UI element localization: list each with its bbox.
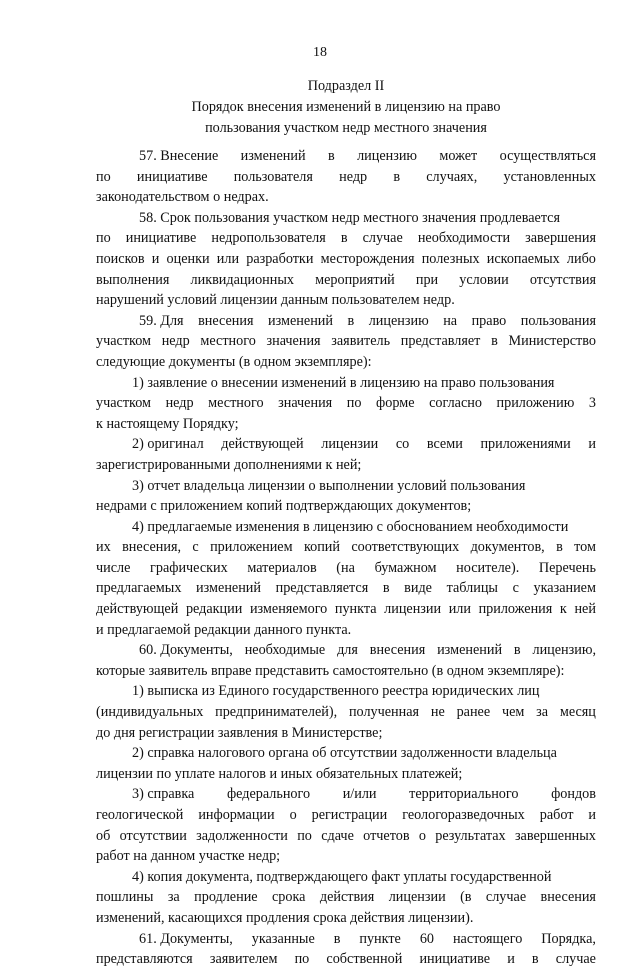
text-line — [96, 249, 596, 270]
word: продление — [194, 889, 258, 906]
word: осуществляться — [499, 148, 596, 164]
word: геологической — [96, 807, 184, 823]
word: изменений — [437, 642, 503, 659]
word: ранее — [456, 704, 491, 721]
word: за — [536, 704, 549, 721]
word: не — [430, 704, 445, 721]
word: федерального — [226, 786, 311, 803]
text-line — [96, 311, 596, 332]
word: (индивидуальных — [96, 704, 204, 721]
word: местного — [208, 395, 264, 412]
word: чем — [501, 704, 525, 721]
word: и — [151, 250, 160, 267]
word: завершения — [525, 230, 596, 247]
word: случае — [485, 889, 527, 906]
text-line — [96, 743, 596, 764]
word: указанием — [533, 580, 596, 597]
word: 4) предлагаемые изменения в лицензию с обоснованием необходимости — [132, 518, 569, 535]
word: Порядка, — [541, 930, 596, 947]
word: лицензии — [388, 889, 446, 906]
word: оценки — [166, 250, 210, 267]
word: условии — [459, 271, 509, 288]
page-number: 18 — [313, 45, 327, 60]
word: предпринимателей), — [215, 704, 338, 721]
word: о — [418, 827, 426, 844]
word: соответствующих — [351, 539, 460, 556]
word: недр — [161, 333, 190, 350]
word: и — [507, 951, 515, 968]
word: отчетов — [363, 827, 410, 844]
text-line — [96, 434, 596, 455]
word: представляется — [275, 580, 369, 597]
word: случаях, — [426, 168, 478, 185]
word: для — [337, 642, 358, 659]
word: месяц — [559, 704, 596, 721]
word: работ — [539, 807, 574, 823]
text-line — [96, 146, 596, 167]
word: внесения, — [122, 539, 182, 556]
text-line — [96, 167, 596, 188]
word: по — [96, 230, 111, 247]
word: с — [512, 580, 519, 597]
word: и — [588, 807, 596, 823]
word: и — [588, 436, 596, 453]
word: 2) оригинал — [132, 436, 204, 453]
word: или — [216, 250, 240, 267]
word: (в — [460, 889, 472, 906]
word: пункте — [359, 930, 401, 947]
word: инициативе — [136, 168, 208, 185]
word: редакции — [185, 601, 243, 618]
text-line — [96, 929, 596, 950]
word: 1) выписка из Единого государственного реестра юридических лиц — [132, 683, 540, 700]
word: поисков — [96, 250, 145, 267]
word: право — [471, 312, 507, 329]
word: изменений — [196, 580, 261, 597]
word: установленных — [503, 168, 596, 185]
line-text: следующие документы (в одном экземпляре): — [96, 353, 372, 370]
word: форме — [376, 395, 415, 412]
word: в — [347, 312, 355, 329]
word: в — [327, 148, 335, 164]
line-text: лицензии по уплате налогов и иных обязательных платежей; — [96, 765, 463, 782]
word: действующей — [221, 436, 304, 453]
word: пользователя — [233, 168, 313, 185]
document-body — [96, 146, 596, 970]
word: регистрации — [311, 807, 388, 823]
word: по — [346, 395, 362, 412]
text-line — [96, 290, 596, 311]
word: по — [294, 951, 310, 968]
word: том — [574, 539, 596, 556]
word: представляет — [400, 333, 481, 350]
line-text: до дня регистрации заявления в Министерстве; — [96, 724, 383, 741]
text-line — [96, 208, 596, 229]
word: настоящего — [452, 930, 523, 947]
word: Министерство — [508, 333, 596, 350]
word: мероприятий — [315, 271, 395, 288]
word: представляются — [96, 951, 193, 968]
word: 59. Для — [139, 312, 184, 329]
word: при — [415, 271, 439, 288]
text-line — [96, 393, 596, 414]
word: таблицы — [446, 580, 498, 597]
word: ней — [574, 601, 596, 618]
subsection-label: Подраздел II — [307, 78, 385, 94]
word: об — [96, 827, 111, 844]
word: носителе). — [456, 559, 520, 576]
line-text: изменений, касающихся продления срока действия лицензии). — [96, 909, 474, 926]
word: изменений — [268, 312, 333, 329]
text-line — [96, 352, 596, 373]
word: 58. Срок пользования участком недр местного значения продлевается — [139, 209, 561, 226]
word: пошлины — [96, 889, 154, 906]
word: их — [96, 539, 111, 556]
word: 60 — [419, 930, 434, 947]
word: 1) заявление о внесении изменений в лицензию на право пользования — [132, 374, 555, 391]
subsection-title-line-2: пользования участком недр местного значения — [205, 120, 487, 136]
text-line — [96, 784, 596, 805]
word: 3) отчет владельца лицензии о выполнении условий пользования — [132, 477, 526, 494]
word: участком — [96, 395, 151, 412]
word: 4) копия документа, подтверждающего факт уплаты государственной — [132, 868, 552, 885]
word: внесения — [198, 312, 254, 329]
word: случае — [555, 951, 596, 968]
word: лицензию, — [532, 642, 596, 659]
word: 57. Внесение — [139, 148, 219, 164]
word: местного — [200, 333, 256, 350]
word: геологоразведочных — [402, 807, 525, 823]
word: приложения — [478, 601, 553, 618]
word: в — [333, 930, 341, 947]
word: месторождения — [320, 250, 415, 267]
text-line — [96, 764, 596, 785]
text-line — [96, 846, 596, 867]
text-line — [96, 537, 596, 558]
word: о — [289, 807, 297, 823]
word: полезных — [421, 250, 480, 267]
line-text: которые заявитель вправе представить самостоятельно (в одном экземпляре): — [96, 662, 565, 679]
word: результатах — [435, 827, 506, 844]
word: лицензии — [321, 436, 379, 453]
word: к — [559, 601, 567, 618]
line-text: и предлагаемой редакции данного пункта. — [96, 621, 352, 638]
word: необходимости — [417, 230, 511, 247]
word: недропользователя — [211, 230, 326, 247]
word: инициативе — [125, 230, 197, 247]
text-line — [96, 949, 596, 970]
word: Перечень — [538, 559, 596, 576]
word: инициативе — [419, 951, 491, 968]
text-line — [96, 826, 596, 847]
text-line — [96, 517, 596, 538]
word: ископаемых — [486, 250, 560, 267]
word: действующей — [96, 601, 179, 618]
line-text: нарушений условий лицензии данным пользователем недр. — [96, 292, 455, 309]
text-line — [96, 723, 596, 744]
word: документов, — [470, 539, 545, 556]
word: срока — [272, 889, 306, 906]
word: или — [448, 601, 471, 618]
line-text: зарегистрированными дополнениями к ней; — [96, 456, 362, 473]
word: в — [513, 642, 521, 659]
word: в — [531, 951, 539, 968]
word: виде — [404, 580, 432, 597]
word: заявитель — [331, 333, 391, 350]
word: внесения — [369, 642, 426, 659]
word: полученная — [348, 704, 420, 721]
word: отсутствии — [119, 827, 187, 844]
word: за — [167, 889, 180, 906]
line-text: законодательством о недрах. — [96, 189, 269, 206]
subsection-title-line-1: Порядок внесения изменений в лицензию на право — [191, 99, 501, 115]
text-line — [96, 640, 596, 661]
word: случае — [362, 230, 403, 247]
word: всеми — [426, 436, 463, 453]
line-text: работ на данном участке недр; — [96, 848, 281, 865]
word: действия — [319, 889, 375, 906]
word: (на — [336, 559, 355, 576]
text-line — [96, 228, 596, 249]
text-line — [96, 373, 596, 394]
word: лицензию — [368, 312, 429, 329]
text-line — [96, 476, 596, 497]
word: изменяемого — [249, 601, 328, 618]
word: внесения — [540, 889, 596, 906]
word: копий — [303, 539, 340, 556]
word: 3 — [588, 395, 596, 412]
word: по — [297, 827, 312, 844]
word: информации — [198, 807, 275, 823]
word: может — [439, 148, 478, 164]
word: со — [395, 436, 410, 453]
word: пользования — [520, 312, 596, 329]
text-line — [96, 578, 596, 599]
word: значения — [266, 333, 321, 350]
line-text: к настоящему Порядку; — [96, 415, 239, 432]
word: пункта — [334, 601, 377, 618]
word: 61. Документы, — [139, 930, 233, 947]
word: графических — [150, 559, 228, 576]
word: участком — [96, 333, 151, 350]
word: лицензии — [384, 601, 442, 618]
word: в — [340, 230, 348, 247]
text-line — [96, 661, 596, 682]
word: с — [192, 539, 199, 556]
word: 60. Документы, — [139, 642, 233, 659]
word: собственной — [326, 951, 403, 968]
text-line — [96, 681, 596, 702]
word: фондов — [551, 786, 596, 803]
word: значения — [278, 395, 333, 412]
text-line — [96, 620, 596, 641]
word: завершенных — [514, 827, 596, 844]
word: числе — [96, 559, 131, 576]
word: задолженности — [196, 827, 288, 844]
word: недр — [339, 168, 368, 185]
word: заявителем — [209, 951, 278, 968]
text-line — [96, 558, 596, 579]
text-line — [96, 455, 596, 476]
word: изменений — [240, 148, 306, 164]
word: территориального — [409, 786, 519, 803]
word: 3) справка — [132, 786, 195, 803]
text-line — [96, 867, 596, 888]
word: отсутствия — [529, 271, 596, 288]
word: ликвидационных — [190, 271, 294, 288]
text-line — [96, 270, 596, 291]
word: приложению — [496, 395, 575, 412]
text-line — [96, 702, 596, 723]
text-line — [96, 599, 596, 620]
word: в — [491, 333, 498, 350]
word: материалов — [247, 559, 317, 576]
word: выполнения — [96, 271, 170, 288]
word: приложением — [210, 539, 293, 556]
word: в — [382, 580, 390, 597]
text-line — [96, 908, 596, 929]
word: в — [393, 168, 401, 185]
word: разработки — [246, 250, 314, 267]
word: необходимые — [244, 642, 326, 659]
text-line — [96, 805, 596, 826]
word: и/или — [342, 786, 377, 803]
text-line — [96, 496, 596, 517]
word: в — [556, 539, 563, 556]
word: 2) справка налогового органа об отсутствии задолженности владельца — [132, 745, 557, 762]
word: на — [443, 312, 458, 329]
word: бумажном — [374, 559, 437, 576]
word: приложениями — [480, 436, 571, 453]
section-heading — [96, 76, 596, 139]
word: по — [96, 168, 111, 185]
word: либо — [566, 250, 596, 267]
line-text: недрами с приложением копий подтверждающих документов; — [96, 498, 472, 515]
text-line — [96, 414, 596, 435]
word: согласно — [429, 395, 482, 412]
text-line — [96, 331, 596, 352]
word: указанные — [251, 930, 315, 947]
word: недр — [165, 395, 194, 412]
word: предлагаемых — [96, 580, 182, 597]
word: лицензию — [357, 148, 418, 164]
text-line — [96, 187, 596, 208]
word: сдаче — [321, 827, 354, 844]
